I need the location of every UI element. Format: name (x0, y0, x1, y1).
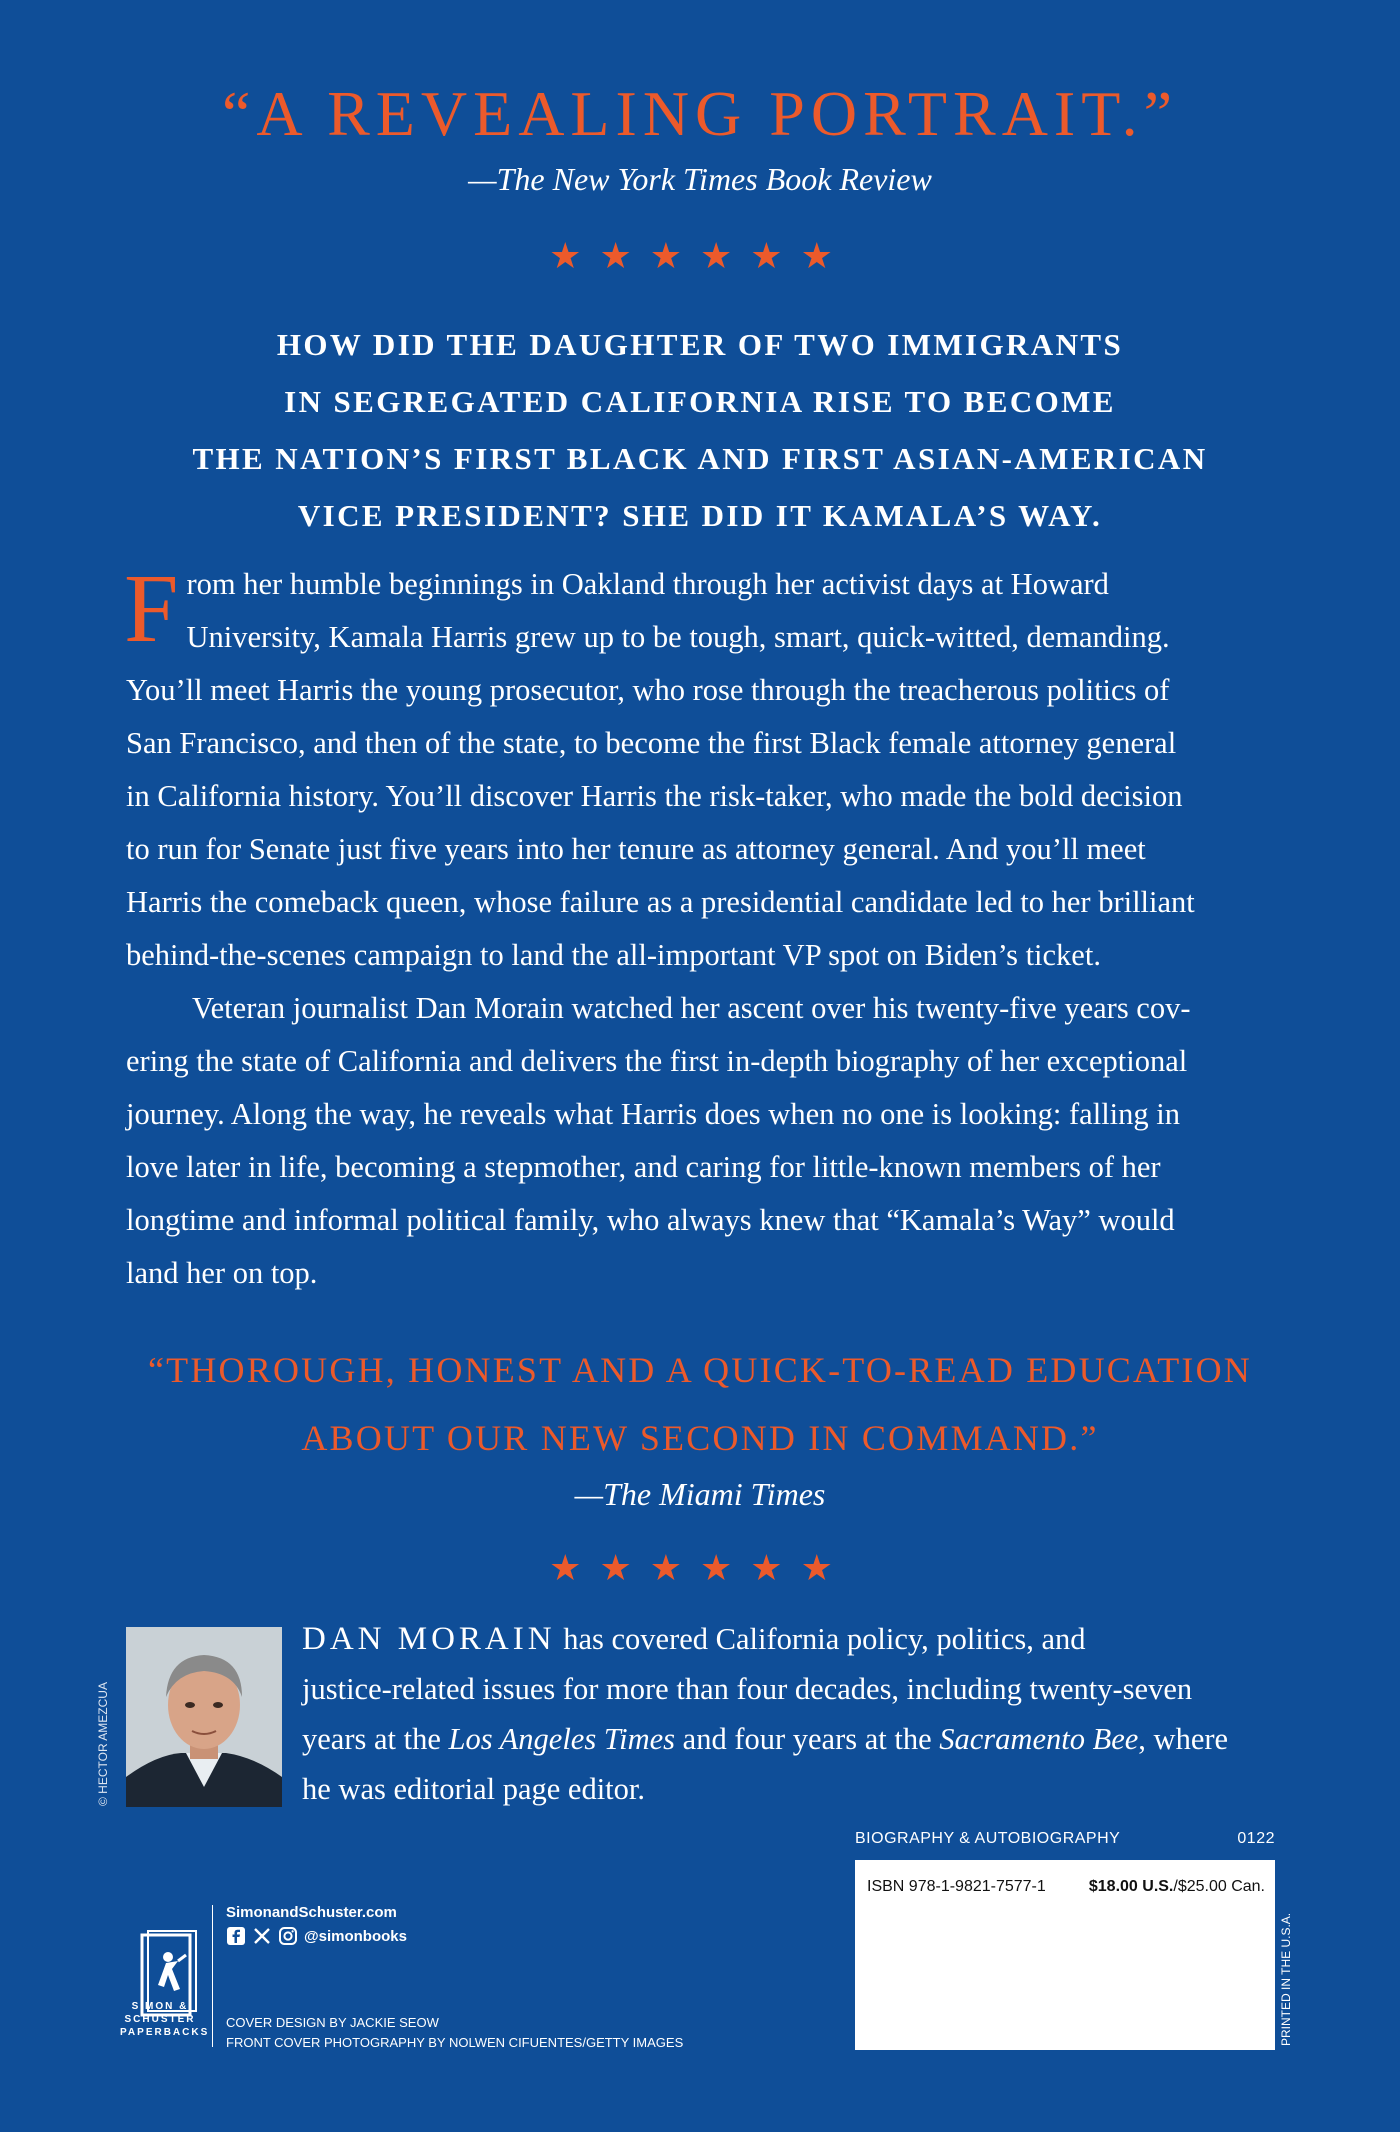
body-line: in California history. You’ll discover Harris the risk-taker, who made the bold decision (126, 779, 1183, 813)
cover-photo-credit: FRONT COVER PHOTOGRAPHY BY NOLWEN CIFUENTES/GETTY IMAGES (226, 2035, 684, 2050)
body-line: to run for Senate just five years into her tenure as attorney general. And you’ll meet (126, 832, 1146, 866)
star-icon: ★ (700, 1548, 751, 1588)
bio-text: years at the (302, 1722, 449, 1756)
price-us: $18.00 U.S. (1088, 1878, 1174, 1895)
star-icon: ★ (800, 1548, 851, 1588)
bio-text: has covered California policy, politics, and (555, 1622, 1086, 1656)
social-links (226, 1926, 407, 1946)
description-body (124, 555, 1276, 1300)
publisher-logo-text (120, 2000, 210, 2039)
body-line: You’ll meet Harris the young prosecutor, who rose through the treacherous politics of (126, 673, 1170, 707)
body-line: behind-the-scenes campaign to land the all-important VP spot on Biden’s ticket. (126, 938, 1101, 972)
photo-credit: © HECTOR AMEZCUA (96, 1682, 110, 1806)
headline-line: HOW DID THE DAUGHTER OF TWO IMMIGRANTS (276, 327, 1124, 362)
logo-line: SIMON & (131, 2001, 189, 2012)
body-line: journey. Along the way, he reveals what Harris does when no one is looking: falling in (126, 1097, 1180, 1131)
body-line: land her on top. (126, 1256, 318, 1290)
headline-line: IN SEGREGATED CALIFORNIA RISE TO BECOME (284, 384, 1116, 419)
price-can: /$25.00 Can. (1173, 1878, 1265, 1895)
star-divider-top (0, 238, 1400, 274)
x-icon[interactable] (252, 1926, 272, 1946)
star-icon: ★ (649, 1548, 700, 1588)
social-handle[interactable]: @simonbooks (304, 1927, 407, 1945)
top-quote-attribution: —The New York Times Book Review (468, 161, 932, 197)
facebook-icon[interactable] (226, 1926, 246, 1946)
body-line: San Francisco, and then of the state, to become the first Black female attorney general (126, 726, 1177, 760)
quote-line: ABOUT OUR NEW SECOND IN COMMAND.” (301, 1418, 1099, 1458)
publisher-website[interactable]: SimonandSchuster.com (226, 1904, 397, 1921)
logo-line: PAPERBACKS (120, 2027, 210, 2038)
category-label: BIOGRAPHY & AUTOBIOGRAPHY (855, 1830, 1121, 1847)
drop-cap: F (124, 555, 179, 663)
author-photo (126, 1627, 282, 1807)
star-icon: ★ (750, 1548, 801, 1588)
body-line: Veteran journalist Dan Morain watched her ascent over his twenty-five years cov- (192, 991, 1191, 1025)
author-portrait-image (126, 1627, 282, 1807)
price (1089, 1878, 1265, 1896)
second-review-quote (0, 1336, 1400, 1472)
headline-line: THE NATION’S FIRST BLACK AND FIRST ASIAN-AMERICAN (192, 441, 1208, 476)
category-line (855, 1830, 1275, 1848)
star-icon: ★ (649, 236, 700, 276)
divider (212, 1905, 213, 2047)
body-line: love later in life, becoming a stepmother, and caring for little-known members of her (126, 1150, 1161, 1184)
second-quote-attribution: —The Miami Times (574, 1476, 826, 1512)
bio-text: and four years at the (675, 1722, 940, 1756)
star-icon: ★ (549, 1548, 600, 1588)
star-icon: ★ (599, 236, 650, 276)
bio-text: , where (1138, 1722, 1229, 1756)
star-icon: ★ (700, 236, 751, 276)
headline (60, 316, 1340, 544)
cover-design-credit: COVER DESIGN BY JACKIE SEOW (226, 2015, 439, 2030)
logo-line: SCHUSTER (124, 2014, 196, 2025)
body-line: longtime and informal political family, who always knew that “Kamala’s Way” would (126, 1203, 1175, 1237)
star-icon: ★ (800, 236, 851, 276)
bio-line (302, 1614, 1277, 1664)
body-line: rom her humble beginnings in Oakland through her activist days at Howard (186, 567, 1109, 601)
author-name: DAN MORAIN (302, 1621, 556, 1657)
barcode-box (855, 1860, 1275, 2050)
body-line: University, Kamala Harris grew up to be tough, smart, quick-witted, demanding. (186, 620, 1170, 654)
design-credits (226, 2013, 683, 2053)
star-icon: ★ (549, 236, 600, 276)
star-icon: ★ (599, 1548, 650, 1588)
top-review-quote: “A REVEALING PORTRAIT.” (222, 78, 1178, 149)
bio-line (302, 1714, 1277, 1764)
quote-line: “THOROUGH, HONEST AND A QUICK-TO-READ EDUCATION (147, 1350, 1253, 1390)
bio-line: justice-related issues for more than four decades, including twenty-seven (302, 1672, 1193, 1706)
publication-name: Los Angeles Times (448, 1722, 676, 1756)
printed-in: PRINTED IN THE U.S.A. (1279, 1912, 1293, 2046)
star-icon: ★ (750, 236, 801, 276)
category-code: 0122 (1237, 1830, 1275, 1847)
headline-line: VICE PRESIDENT? SHE DID IT KAMALA’S WAY. (297, 498, 1103, 533)
isbn: ISBN 978-1-9821-7577-1 (867, 1878, 1046, 1895)
star-divider-bottom (0, 1550, 1400, 1586)
publication-name: Sacramento Bee (939, 1722, 1139, 1756)
bio-line: he was editorial page editor. (302, 1772, 646, 1806)
body-line: ering the state of California and delivers the first in-depth biography of her exceptional (126, 1044, 1188, 1078)
instagram-icon[interactable] (278, 1926, 298, 1946)
author-bio (302, 1614, 1277, 1814)
body-line: Harris the comeback queen, whose failure as a presidential candidate led to her brilliant (126, 885, 1195, 919)
